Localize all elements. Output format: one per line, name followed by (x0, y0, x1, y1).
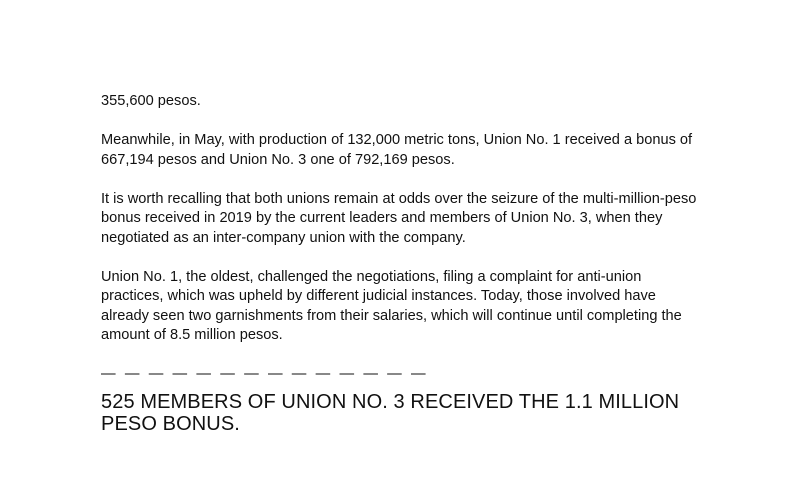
paragraph-4: Union No. 1, the oldest, challenged the negotiations, filing a complaint for anti-union practices, which was upheld by different judicial instances. Today, those involved have already seen two garnishments from their salaries, which will continue until completing the amount of 8.5 million pesos. (101, 268, 682, 343)
paragraph-2: Meanwhile, in May, with production of 132,000 metric tons, Union No. 1 received a bonus of 667,194 pesos and Union No. 3 one of 792,169 pesos. (101, 132, 693, 168)
section-divider: — — — — — — — — — — — — — — (101, 366, 429, 382)
paragraph-3: It is worth recalling that both unions remain at odds over the seizure of the multi-million-peso bonus received in 2019 by the current leaders and members of Union No. 3, when they negotiated as an inter-company union with the company. (101, 190, 697, 246)
section-heading: 525 MEMBERS OF UNION NO. 3 RECEIVED THE 1.1 MILLION PESO BONUS. (101, 390, 680, 435)
paragraph-1: 355,600 pesos. (101, 93, 201, 109)
article-body (101, 92, 701, 436)
